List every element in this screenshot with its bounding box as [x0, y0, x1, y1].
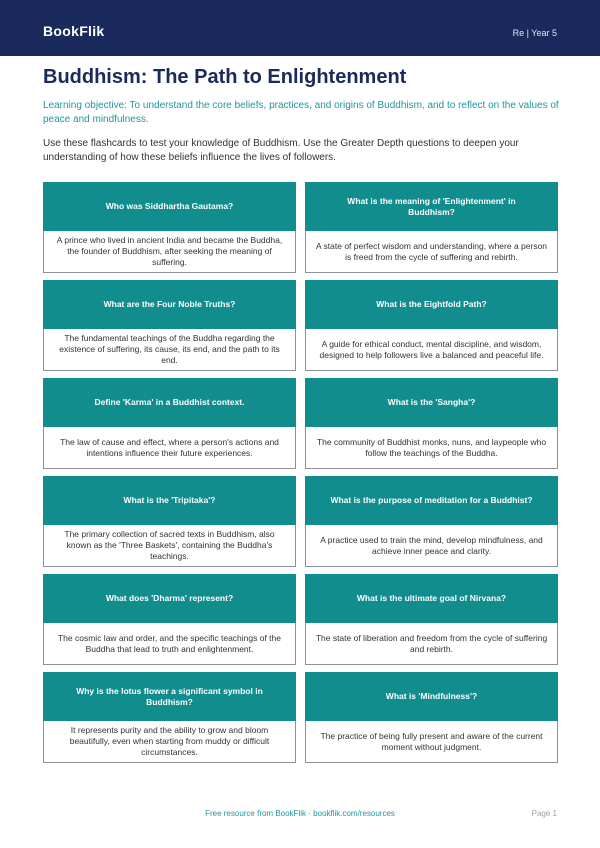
flashcard-question: What is the 'Sangha'? — [305, 378, 558, 427]
flashcard-answer: A practice used to train the mind, develop mindfulness, and achieve inner peace and clarity. — [305, 525, 558, 567]
flashcard-answer: The practice of being fully present and aware of the current moment without judgment. — [305, 721, 558, 763]
flashcard-question: What is 'Mindfulness'? — [305, 672, 558, 721]
flashcard-answer: A guide for ethical conduct, mental discipline, and wisdom, designed to help followers live a balanced and peaceful life. — [305, 329, 558, 371]
flashcard-answer: The law of cause and effect, where a person's actions and intentions influence their future experiences. — [43, 427, 296, 469]
flashcard[interactable] — [43, 476, 296, 567]
flashcard-question: Who was Siddhartha Gautama? — [43, 182, 296, 231]
flashcard-question: What does 'Dharma' represent? — [43, 574, 296, 623]
learning-objective: Learning objective: To understand the core beliefs, practices, and origins of Buddhism, and to reflect on the values of peace and mindfulness. — [43, 100, 559, 125]
flashcard-question: What is the ultimate goal of Nirvana? — [305, 574, 558, 623]
flashcard-answer: A state of perfect wisdom and understanding, where a person is freed from the cycle of suffering and rebirth. — [305, 231, 558, 273]
flashcard[interactable] — [43, 280, 296, 371]
header-bar — [0, 0, 600, 56]
flashcard[interactable] — [43, 378, 296, 469]
flashcard[interactable] — [43, 672, 296, 763]
flashcard[interactable] — [43, 182, 296, 273]
flashcard-question: What is the meaning of 'Enlightenment' in Buddhism? — [305, 182, 558, 231]
flashcard-question: What is the Eightfold Path? — [305, 280, 558, 329]
flashcard-answer: The state of liberation and freedom from the cycle of suffering and rebirth. — [305, 623, 558, 665]
brand-logo[interactable]: BookFlik — [43, 23, 105, 39]
footer-credit[interactable]: Free resource from BookFlik · bookflik.com/resources — [205, 809, 395, 818]
flashcard-answer: The community of Buddhist monks, nuns, and laypeople who follow the teachings of the Buddha. — [305, 427, 558, 469]
intro-text: Use these flashcards to test your knowledge of Buddhism. Use the Greater Depth questions to deepen your understanding of how these beliefs influence the lives of followers. — [43, 138, 519, 163]
flashcard-answer: A prince who lived in ancient India and became the Buddha, the founder of Buddhism, after seeking the meaning of suffering. — [43, 231, 296, 273]
flashcard-question: What are the Four Noble Truths? — [43, 280, 296, 329]
flashcard-question: Why is the lotus flower a significant symbol in Buddhism? — [43, 672, 296, 721]
page-number: Page 1 — [531, 809, 557, 818]
subject-year-label: Re | Year 5 — [512, 28, 557, 38]
flashcard[interactable] — [305, 182, 558, 273]
flashcard-answer: The cosmic law and order, and the specific teachings of the Buddha that lead to truth and enlightenment. — [43, 623, 296, 665]
flashcard-question: What is the purpose of meditation for a Buddhist? — [305, 476, 558, 525]
flashcard[interactable] — [305, 476, 558, 567]
flashcard-answer: The fundamental teachings of the Buddha regarding the existence of suffering, its cause, its end, and the path to its end. — [43, 329, 296, 371]
flashcard[interactable] — [305, 574, 558, 665]
flashcard-question: What is the 'Tripitaka'? — [43, 476, 296, 525]
flashcard[interactable] — [305, 378, 558, 469]
flashcard[interactable] — [305, 280, 558, 371]
flashcard-answer: The primary collection of sacred texts in Buddhism, also known as the 'Three Baskets', containing the Buddha's teachings. — [43, 525, 296, 567]
flashcard-question: Define 'Karma' in a Buddhist context. — [43, 378, 296, 427]
page-title: Buddhism: The Path to Enlightenment — [43, 66, 407, 88]
flashcard-grid — [43, 182, 558, 763]
flashcard-answer: It represents purity and the ability to grow and bloom beautifully, even when starting from muddy or difficult circumstances. — [43, 721, 296, 763]
flashcard[interactable] — [43, 574, 296, 665]
flashcard[interactable] — [305, 672, 558, 763]
